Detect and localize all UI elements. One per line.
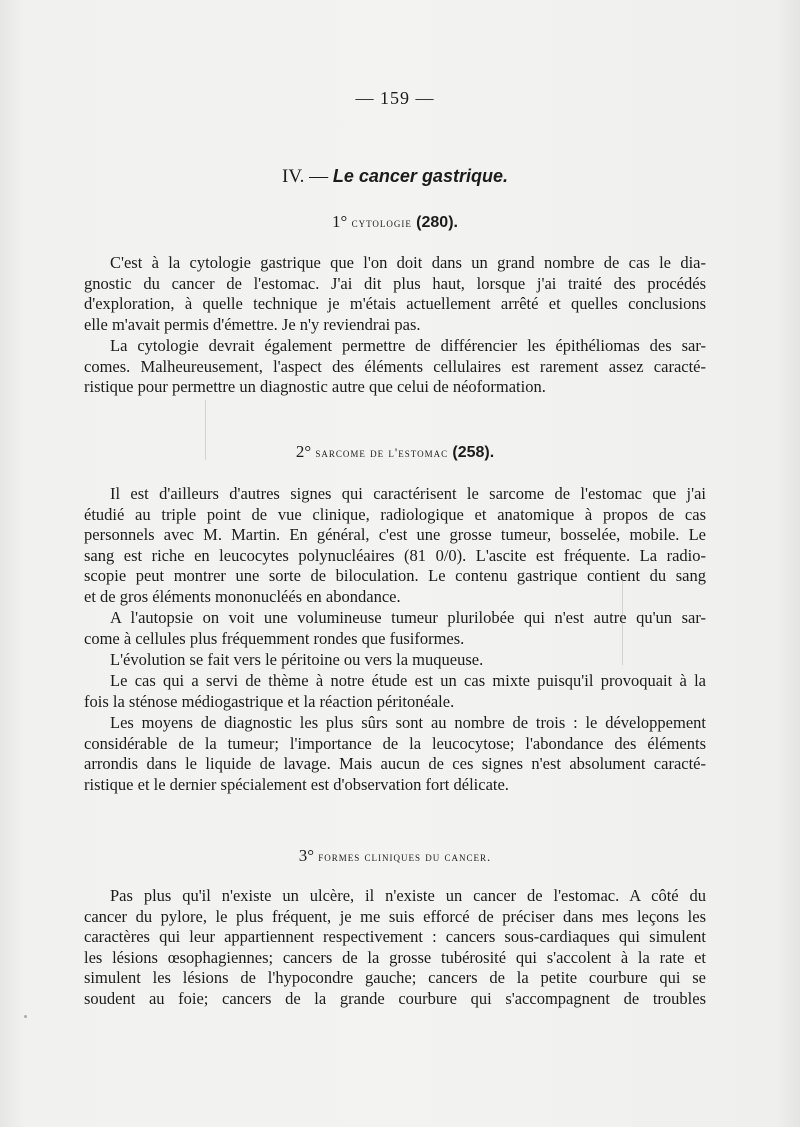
text-line: L'évolution se fait vers le péritoine ou vers la muqueuse. xyxy=(110,650,484,669)
text-line: cancer du pylore, le plus fréquent, je me suis efforcé de préciser dans mes leçons les xyxy=(84,906,706,926)
paragraph xyxy=(84,650,706,671)
text-line: come à cellules plus fréquemment rondes que fusiformes. xyxy=(84,628,465,648)
text-line: ristique et le dernier spécialement est d'observation fort délicate. xyxy=(84,774,509,794)
text-line: considérable de la tumeur; l'importance de la leucocytose; l'abondance des éléments xyxy=(84,733,706,753)
paragraph xyxy=(84,336,706,398)
paragraph xyxy=(84,713,706,795)
text-line: fois la sténose médiogastrique et la réaction péritonéale. xyxy=(84,691,455,711)
text-line: d'exploration, à quelle technique je m'étais actuellement arrêté et quelles conclusions xyxy=(84,294,706,314)
section-numeral: IV. — xyxy=(282,166,333,187)
paragraph xyxy=(84,253,706,335)
text-line: ristique pour permettre un diagnostic autre que celui de néoformation. xyxy=(84,377,546,397)
text-line: La cytologie devrait également permettre de différencier les épithéliomas des sar- xyxy=(110,336,706,355)
paragraph xyxy=(84,671,706,712)
section-title xyxy=(0,166,790,188)
text-line: sang est riche en leucocytes polynucléaires (81 0/0). L'ascite est fréquente. La radio- xyxy=(84,545,706,565)
text-line: A l'autopsie on voit une volumineuse tumeur plurilobée qui n'est autre qu'un sar- xyxy=(110,608,706,627)
subsection-title: cytologie xyxy=(351,215,412,230)
scan-artifact xyxy=(622,580,623,665)
text-line: Pas plus qu'il n'existe un ulcère, il n'existe un cancer de l'estomac. A côté du xyxy=(110,886,706,905)
text-line: les lésions œsophagiennes; cancers de la grosse tubérosité qui s'accolent à la rate et xyxy=(84,947,706,967)
paragraph xyxy=(84,608,706,649)
subsection-heading-formes xyxy=(0,846,790,866)
subsection-heading-sarcome xyxy=(0,442,790,462)
scan-dot xyxy=(24,1015,27,1018)
section-title-text: Le cancer gastrique. xyxy=(332,166,508,186)
subsection-title: sarcome de l'estomac xyxy=(315,445,449,460)
page-number: — 159 — xyxy=(355,88,435,108)
subsection-reference: (280). xyxy=(416,214,458,231)
text-line: personnels avec M. Martin. En général, c'est une grosse tumeur, bosselée, mobile. Le xyxy=(84,525,706,545)
subsection-number: 2° xyxy=(295,442,312,461)
text-line: C'est à la cytologie gastrique que l'on doit dans un grand nombre de cas le dia- xyxy=(110,253,706,272)
subsection-title: formes cliniques du cancer. xyxy=(318,849,492,864)
text-line: Les moyens de diagnostic les plus sûrs sont au nombre de trois : le développement xyxy=(110,713,706,732)
text-line: scopie peut montrer une sorte de biloculation. Le contenu gastrique contient du sang xyxy=(84,566,706,586)
text-line: elle m'avait permis d'émettre. Je n'y reviendrai pas. xyxy=(84,314,421,334)
text-line: caractères qui leur appartiennent respectivement : cancers sous-cardiaques qui simulent xyxy=(84,927,706,947)
text-line: soudent au foie; cancers de la grande courbure qui s'accompagnent de troubles xyxy=(84,988,706,1008)
subsection-number: 1° xyxy=(332,212,348,231)
subsection-reference: (258). xyxy=(452,444,495,461)
text-line: arrondis dans le liquide de lavage. Mais aucun de ces signes n'est absolument caracté- xyxy=(84,754,706,774)
text-line: et de gros éléments mononucléés en abondance. xyxy=(84,586,401,606)
text-line: Il est d'ailleurs d'autres signes qui caractérisent le sarcome de l'estomac que j'ai xyxy=(110,484,706,503)
text-line: Le cas qui a servi de thème à notre étude est un cas mixte puisqu'il provoquait à la xyxy=(110,671,706,690)
text-line: simulent les lésions de l'hypocondre gauche; cancers de la petite courbure qui se xyxy=(84,968,706,988)
text-line: comes. Malheureusement, l'aspect des éléments cellulaires est rarement assez caracté- xyxy=(84,356,706,376)
text-line: étudié au triple point de vue clinique, radiologique et anatomique à propos de cas xyxy=(84,504,706,524)
subsection-heading-cytologie xyxy=(0,212,790,232)
scan-artifact xyxy=(205,400,206,460)
subsection-number: 3° xyxy=(298,846,315,865)
paragraph xyxy=(84,484,706,608)
text-line: gnostic du cancer de l'estomac. J'ai dit plus haut, lorsque j'ai traité des procédés xyxy=(84,273,706,293)
paragraph xyxy=(84,886,706,1010)
